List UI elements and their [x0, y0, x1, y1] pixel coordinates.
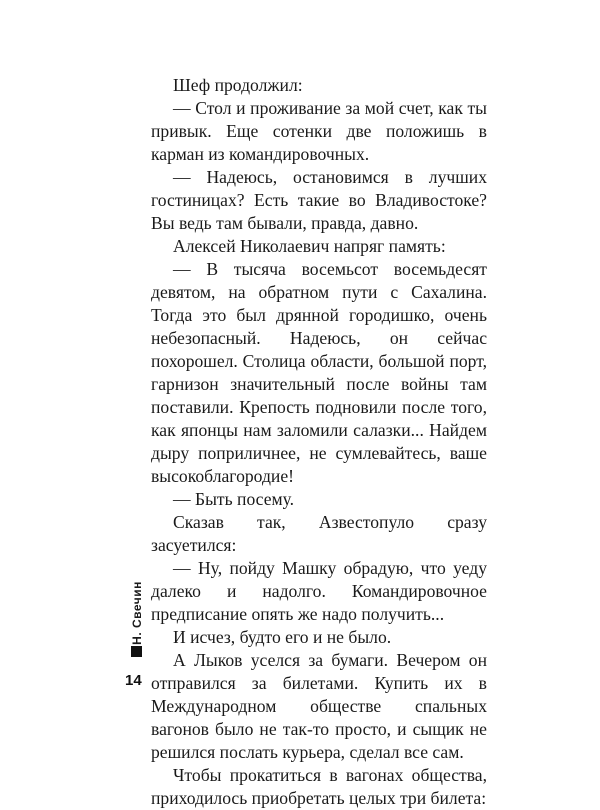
paragraph: Чтобы прокатиться в вагонах общества, приходилось приобретать целых три билета:	[151, 765, 487, 808]
paragraph: Сказав так, Азвестопуло сразу засуетился:	[151, 512, 487, 555]
paragraph: — В тысяча восемьсот восемьдесят девятом, на обратном пути с Сахалина. Тогда это был дрянной городишко, очень небезопасный. Надеюсь, он сейчас похорошел. Столица области, большой порт, гарнизон значительный после войны там поставили. Крепость подновили после того, как японцы нам заломили салазки... Найдем дыру поприличнее, не сумлевайтесь, ваше высокоблагородие!	[151, 259, 487, 486]
paragraph: Алексей Николаевич напряг память:	[173, 236, 446, 256]
paragraph: — Ну, пойду Машку обрадую, что уеду далеко и надолго. Командировочное предписание опять же надо получить...	[151, 558, 487, 624]
author-name: Н. Свечин	[130, 581, 144, 645]
paragraph: — Стол и проживание за мой счет, как ты привык. Еще сотенки две положишь в карман из командировочных.	[151, 98, 487, 164]
paragraph: И исчез, будто его и не было.	[173, 627, 392, 647]
page-number: 14	[125, 672, 142, 689]
paragraph: — Надеюсь, остановимся в лучших гостиницах? Есть такие во Владивостоке? Вы ведь там бывали, правда, давно.	[151, 167, 487, 233]
paragraph: — Быть посему.	[173, 489, 295, 509]
square-marker-icon	[131, 646, 142, 657]
body-text	[151, 74, 487, 810]
paragraph: А Лыков уселся за бумаги. Вечером он отправился за билетами. Купить их в Международном обществе спальных вагонов было не так-то просто, и сыщик не решился послать курьера, сделал все сам.	[151, 650, 487, 762]
paragraph: Шеф продолжил:	[173, 75, 303, 95]
